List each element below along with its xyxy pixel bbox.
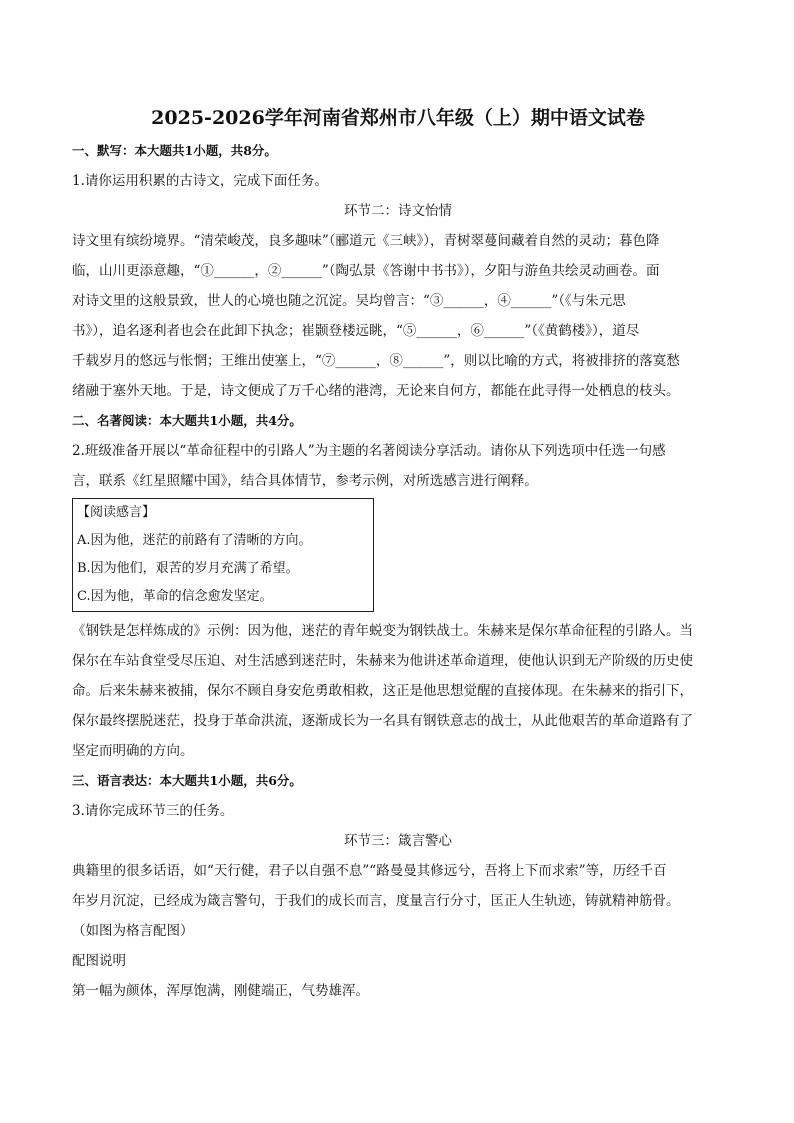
question-2-line: 2.班级准备开展以“革命征程中的引路人”为主题的名著阅读分享活动。请你从下列选项中任选一句感 (72, 443, 666, 459)
question-1-prompt: 1.请你运用积累的古诗文，完成下面任务。 (72, 173, 328, 189)
exam-title: 2025-2026学年河南省郑州市八年级（上）期中语文试卷 (151, 107, 645, 129)
section-1-subtitle: 环节二：诗文怡情 (344, 203, 452, 219)
section-1-heading: 一、默写：本大题共1小题，共8分。 (72, 143, 277, 158)
section-3-line: 典籍里的很多话语，如“天行健，君子以自强不息”“路曼曼其修远兮，吾将上下而求索”等，历经千百 (72, 863, 667, 879)
question-3-prompt: 3.请你完成环节三的任务。 (72, 803, 234, 819)
reading-comments-box (72, 498, 374, 612)
example-line: 命。后来朱赫来被捕，保尔不顾自身安危勇敢相救，这正是他思想觉醒的直接体现。在朱赫来的指引下， (72, 683, 693, 699)
poem-text-line: 对诗文里的这般景致，世人的心境也随之沉淀。吴均曾言：“③______，④______”（《与朱元思 (72, 293, 626, 309)
section-3-line: 年岁月沉淀，已经成为箴言警句，于我们的成长而言，度量言行分寸，匡正人生轨迹，铸就精神筋骨。 (72, 893, 680, 909)
question-2-line: 言，联系《红星照耀中国》，结合具体情节，参考示例，对所选感言进行阐释。 (72, 473, 538, 489)
poem-text-line: 诗文里有缤纷境界。“清荣峻茂，良多趣味”（郦道元《三峡》），青树翠蔓间藏着自然的灵动；暮色降 (72, 233, 660, 249)
section-3-heading: 三、语言表达：本大题共1小题，共6分。 (72, 773, 302, 788)
poem-text-line: 绪融于塞外天地。于是，诗文便成了万千心绪的港湾，无论来自何方，都能在此寻得一处栖息的枝头。 (72, 383, 680, 399)
example-line: 坚定而明确的方向。 (72, 743, 194, 759)
section-3-line: 配图说明 (72, 953, 126, 969)
section-2-heading: 二、名著阅读：本大题共1小题，共4分。 (72, 413, 302, 428)
example-line: 保尔在车站食堂受尽压迫、对生活感到迷茫时，朱赫来为他讲述革命道理，使他认识到无产阶级的历史使 (72, 653, 693, 669)
section-3-subtitle: 环节三：箴言警心 (344, 833, 452, 849)
section-3-line: 第一幅为颜体，浑厚饱满，刚健端正，气势雄浑。 (72, 983, 369, 999)
poem-text-line: 书》），追名逐利者也会在此卸下执念；崔颢登楼远眺，“⑤______，⑥______”（《黄鹤楼》），道尽 (72, 323, 640, 339)
poem-text-line: 临，山川更添意趣，“①______，②______”（陶弘景《答谢中书书》），夕阳与游鱼共绘灵动画卷。面 (72, 263, 660, 279)
example-line: 《钢铁是怎样炼成的》示例：因为他，迷茫的青年蜕变为钢铁战士。朱赫来是保尔革命征程的引路人。当 (72, 623, 693, 639)
example-line: 保尔最终摆脱迷茫，投身于革命洪流，逐渐成长为一名具有钢铁意志的战士，从此他艰苦的革命道路有了 (72, 713, 693, 729)
box-title: 【阅读感言】 (77, 505, 156, 520)
section-3-line: （如图为格言配图） (72, 923, 194, 939)
option-a: A.因为他，迷茫的前路有了清晰的方向。 (77, 533, 312, 548)
poem-text-line: 千载岁月的悠远与怅惘；王维出使塞上，“⑦______，⑧______”，则以比喻的方式，将被排挤的落寞愁 (72, 353, 680, 369)
option-b: B.因为他们，艰苦的岁月充满了希望。 (77, 561, 299, 576)
option-c: C.因为他，革命的信念愈发坚定。 (77, 589, 273, 604)
